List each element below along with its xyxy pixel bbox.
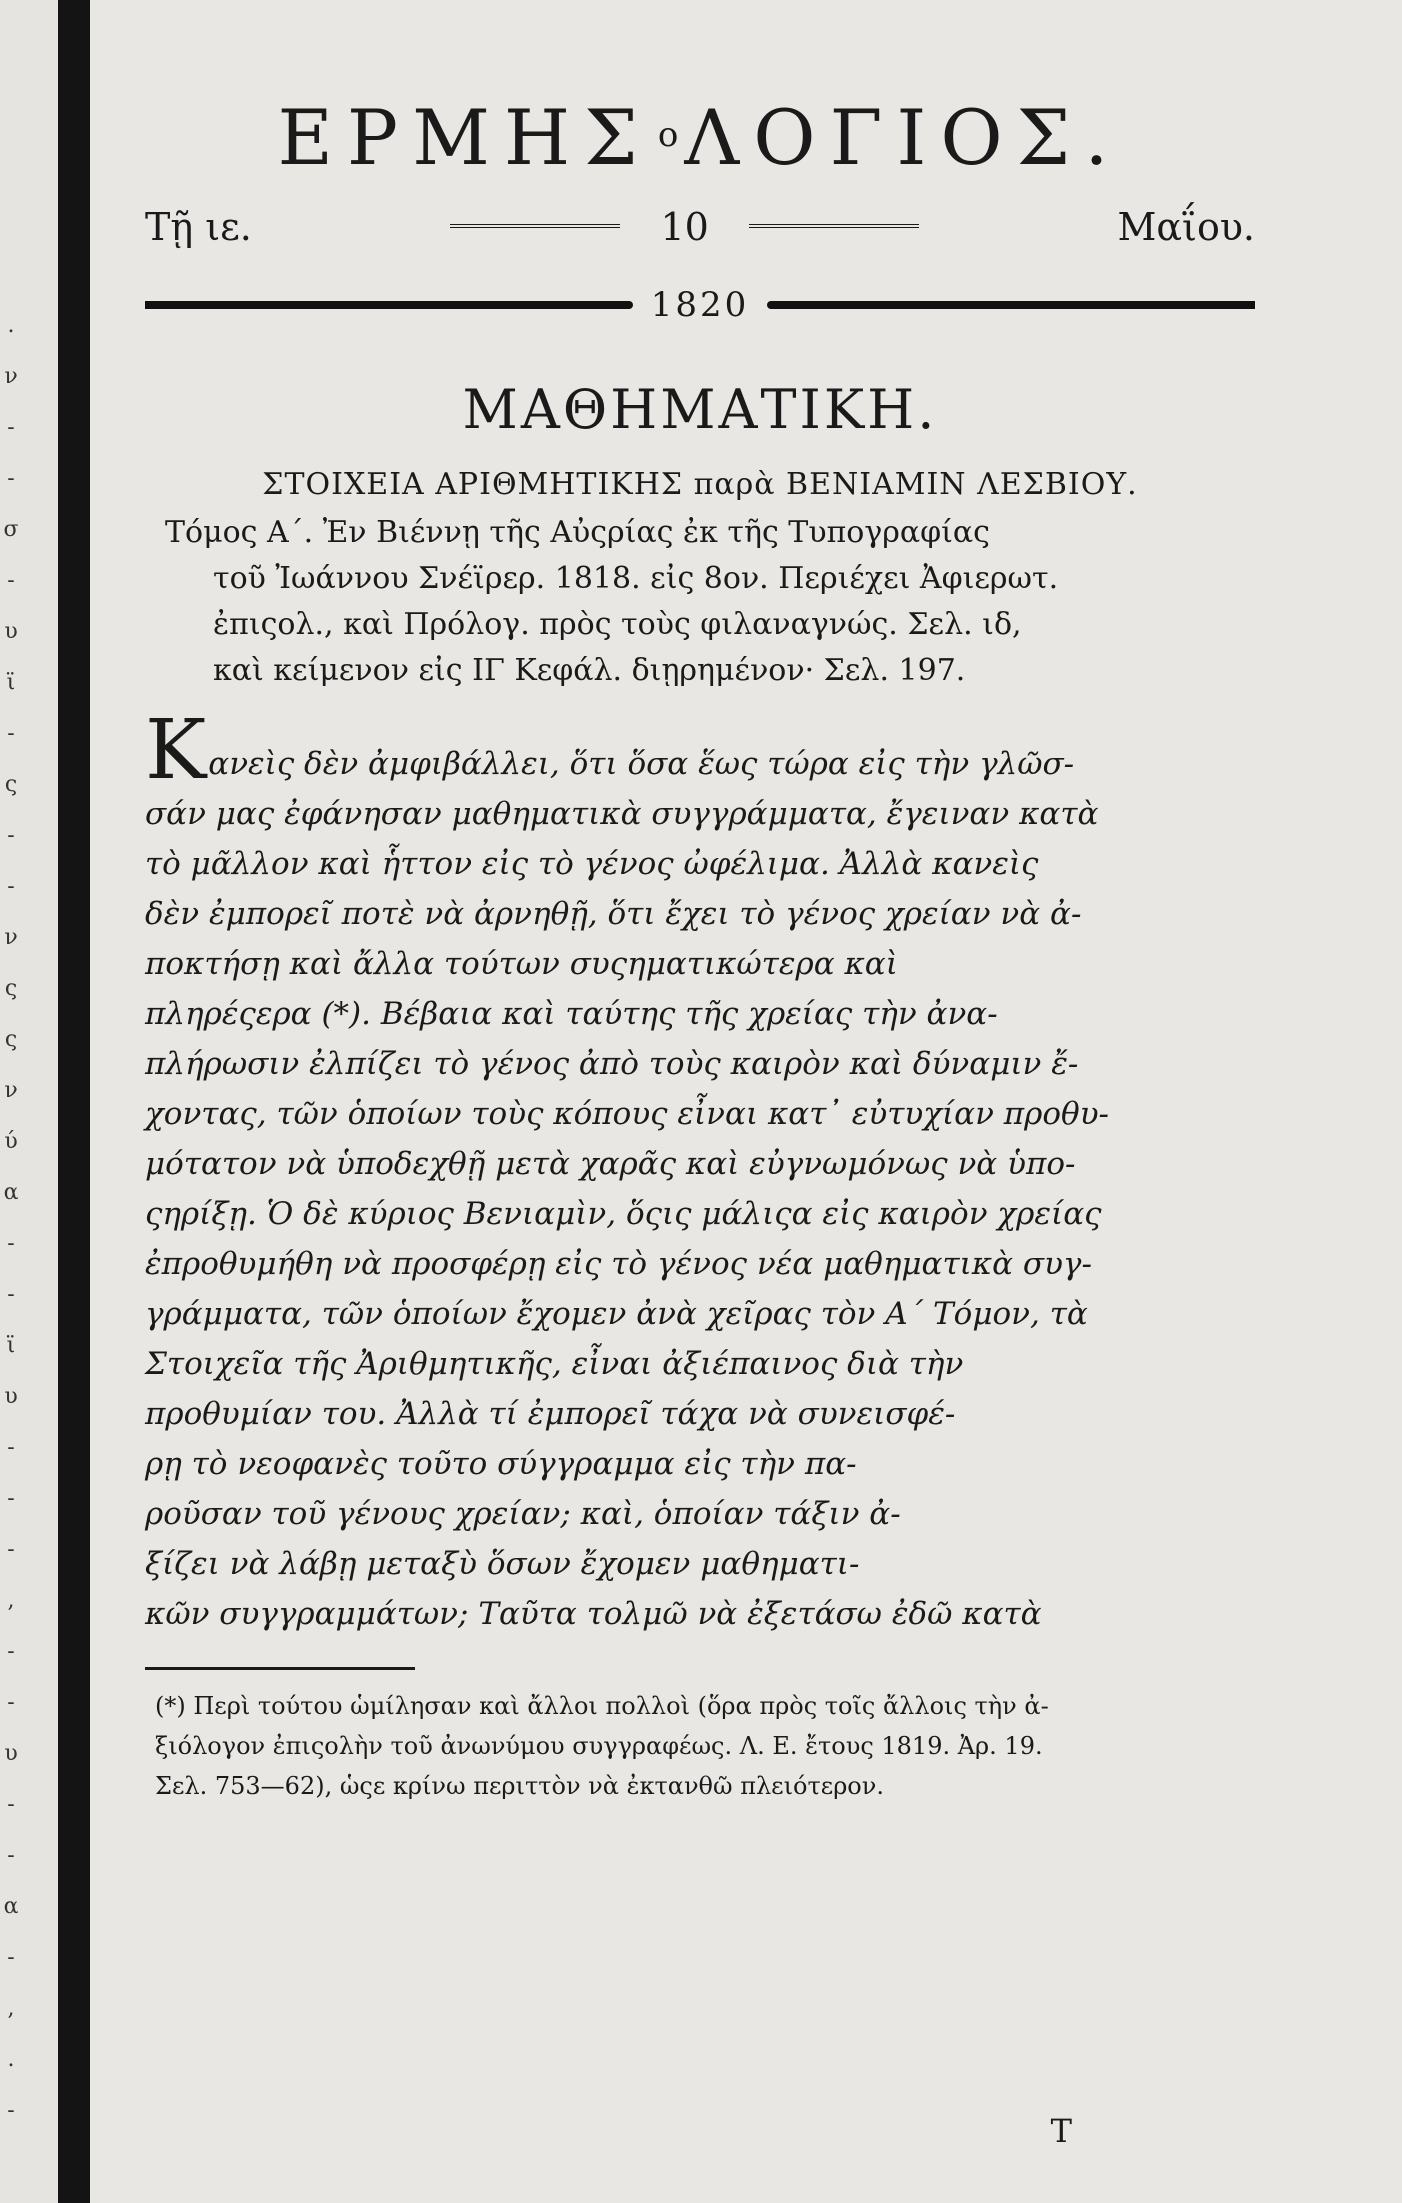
margin-fragment-char: ν	[4, 1078, 18, 1103]
margin-fragment-char: ν	[4, 925, 18, 950]
margin-fragment-char: ,	[7, 1588, 15, 1613]
issue-day: Τῇ ιε.	[145, 205, 252, 249]
body-line: γράμματα, τῶν ὁποίων ἔχομεν ἀνὰ χεῖρας τὸν Α΄ Τόμον, τὰ	[145, 1296, 1088, 1332]
page-content	[145, 90, 1255, 1806]
year-line	[145, 275, 1255, 335]
body-line: πληρέςερα (*). Βέβαια καὶ ταύτης τῆς χρείας τὴν ἀνα-	[145, 996, 998, 1032]
book-meta-line: Τόμος Α΄. Ἐν Βιέννῃ τῆς Αὐςρίας ἐκ τῆς Τυπογραφίας	[165, 515, 990, 550]
body-line: πλήρωσιν ἐλπίζει τὸ γένος ἀπὸ τοὺς καιρὸν καὶ δύναμιν ἔ-	[145, 1046, 1079, 1082]
margin-fragment-char: -	[7, 1537, 15, 1562]
margin-fragment-char: α	[3, 1180, 19, 1205]
margin-fragment-char: -	[7, 466, 15, 491]
margin-fragment-char: -	[7, 1486, 15, 1511]
body-line-text: ανεὶς δὲν ἀμφιβάλλει, ὅτι ὅσα ἕως τώρα εἰς τὴν γλῶσ-	[208, 746, 1075, 782]
margin-fragment-char: .	[7, 313, 15, 338]
margin-fragment-char: ,	[7, 1996, 15, 2021]
margin-fragment-char: -	[7, 1282, 15, 1307]
issue-month: Μαΐου.	[1117, 205, 1255, 249]
adjacent-page-fragment	[2, 300, 20, 2136]
margin-fragment-char: ύ	[4, 1129, 18, 1154]
margin-fragment-char: υ	[4, 619, 18, 644]
flourish-left-ornament	[450, 224, 620, 238]
margin-fragment-char: ϊ	[6, 670, 16, 695]
margin-fragment-char: -	[7, 1231, 15, 1256]
margin-fragment-char: -	[7, 823, 15, 848]
printer-signature-mark: T	[1050, 2112, 1072, 2150]
book-meta-line: τοῦ Ἰωάννου Σνέϊρερ. 1818. εἰς 8ον. Περιέχει Ἀφιερωτ.	[213, 561, 1059, 596]
body-line: χοντας, τῶν ὁποίων τοὺς κόπους εἶναι κατ᾽ εὐτυχίαν προθυ-	[145, 1096, 1110, 1132]
margin-fragment-char: -	[7, 1843, 15, 1868]
binding-gutter	[0, 0, 58, 2203]
book-metadata	[145, 510, 1255, 694]
issue-line	[145, 199, 1255, 255]
masthead-title-right: ΛΟΓΙΟΣ.	[684, 93, 1123, 182]
margin-fragment-char: -	[7, 1639, 15, 1664]
margin-fragment-char: -	[7, 1945, 15, 1970]
margin-fragment-char: υ	[4, 1384, 18, 1409]
margin-fragment-char: -	[7, 415, 15, 440]
margin-fragment-char: ϊ	[6, 1333, 16, 1358]
body-line: ςηρίξῃ. Ὁ δὲ κύριος Βενιαμὶν, ὅςις μάλιςα εἰς καιρὸν χρείας	[145, 1196, 1102, 1232]
margin-fragment-char: α	[3, 1894, 19, 1919]
footnote-line: Σελ. 753—62), ὡςε κρίνω περιττὸν νὰ ἐκτανθῶ πλειότερον.	[155, 1772, 884, 1800]
masthead-title	[145, 90, 1255, 185]
margin-fragment-char: -	[7, 721, 15, 746]
footnote	[145, 1686, 1255, 1806]
margin-fragment-char: υ	[4, 1741, 18, 1766]
body-line: Στοιχεῖα τῆς Ἀριθμητικῆς, εἶναι ἀξιέπαινος διὰ τὴν	[145, 1346, 964, 1382]
book-meta-line: καὶ κείμενον εἰς ΙΓ Κεφάλ. διῃρημένον· Σελ. 197.	[213, 653, 966, 688]
margin-fragment-char: -	[7, 1792, 15, 1817]
margin-fragment-char: .	[7, 2047, 15, 2072]
body-line: τὸ μᾶλλον καὶ ἧττον εἰς τὸ γένος ὠφέλιμα. Ἀλλὰ κανεὶς	[145, 846, 1039, 882]
footnote-line: ξιόλογον ἐπιςολὴν τοῦ ἀνωνύμου συγγραφέως. Λ. Ε. ἔτους 1819. Ἀρ. 19.	[155, 1732, 1043, 1760]
body-line-first	[145, 703, 1255, 798]
body-line: μότατον νὰ ὑποδεχθῇ μετὰ χαρᾶς καὶ εὐγνωμόνως νὰ ὑπο-	[145, 1146, 1076, 1182]
masthead-article: ο	[657, 115, 679, 155]
body-line: δὲν ἐμπορεῖ ποτὲ νὰ ἀρνηθῇ, ὅτι ἔχει τὸ γένος χρείαν νὰ ἀ-	[145, 896, 1082, 932]
body-line: σάν μας ἐφάνησαν μαθηματικὰ συγγράμματα, ἔγειναν κατὰ	[145, 796, 1099, 832]
body-line: ἐπροθυμήθη νὰ προσφέρῃ εἰς τὸ γένος νέα μαθηματικὰ συγ-	[145, 1246, 1092, 1282]
body-line: ποκτήσῃ καὶ ἄλλα τούτων συςηματικώτερα καὶ	[145, 946, 898, 982]
footnote-line: (*) Περὶ τούτου ὡμίλησαν καὶ ἄλλοι πολλοὶ (ὅρα πρὸς τοῖς ἄλλοις τὴν ἀ-	[155, 1692, 1049, 1720]
body-line: ροῦσαν τοῦ γένους χρείαν; καὶ, ὁποίαν τάξιν ἀ-	[145, 1496, 901, 1532]
section-title: ΜΑΘΗΜΑΤΙΚΗ.	[462, 378, 938, 441]
margin-fragment-char: ς	[4, 976, 18, 1001]
year-rule-right	[767, 301, 1255, 309]
flourish-right-ornament	[749, 224, 919, 238]
margin-fragment-char: -	[7, 874, 15, 899]
margin-fragment-char: σ	[3, 517, 19, 542]
year-rule-left	[145, 301, 633, 309]
margin-fragment-char: ν	[4, 364, 18, 389]
margin-fragment-char: -	[7, 1435, 15, 1460]
body-line: ρῃ τὸ νεοφανὲς τοῦτο σύγγραμμα εἰς τὴν πα-	[145, 1446, 857, 1482]
margin-fragment-char: -	[7, 568, 15, 593]
body-line: ξίζει νὰ λάβῃ μεταξὺ ὅσων ἔχομεν μαθηματι-	[145, 1546, 860, 1582]
margin-fragment-char: ς	[4, 1027, 18, 1052]
margin-fragment-char: -	[7, 2098, 15, 2123]
body-line: κῶν συγγραμμάτων; Ταῦτα τολμῶ νὰ ἐξετάσω ἐδῶ κατὰ	[145, 1596, 1042, 1632]
issue-year: 1820	[650, 285, 750, 325]
footnote-divider	[145, 1667, 415, 1670]
margin-fragment-char: -	[7, 1690, 15, 1715]
issue-number-group	[410, 205, 958, 249]
book-meta-line: ἐπιςολ., καὶ Πρόλογ. πρὸς τοὺς φιλαναγνώς. Σελ. ιδ,	[213, 607, 1022, 642]
masthead-title-left: ΕΡΜΗΣ	[277, 93, 652, 182]
reviewed-book-title: ΣΤΟΙΧΕΙΑ ΑΡΙΘΜΗΤΙΚΗΣ παρὰ ΒΕΝΙΑΜΙΝ ΛΕΣΒΙΟΥ.	[262, 467, 1138, 502]
issue-number: 10	[660, 205, 709, 249]
journal-page	[90, 0, 1402, 2203]
drop-cap: Κ	[145, 703, 207, 798]
book-spine-shadow	[58, 0, 90, 2203]
margin-fragment-char: ς	[4, 772, 18, 797]
body-line: προθυμίαν του. Ἀλλὰ τί ἐμπορεῖ τάχα νὰ συνεισφέ-	[145, 1396, 956, 1432]
article-body	[145, 703, 1255, 1639]
